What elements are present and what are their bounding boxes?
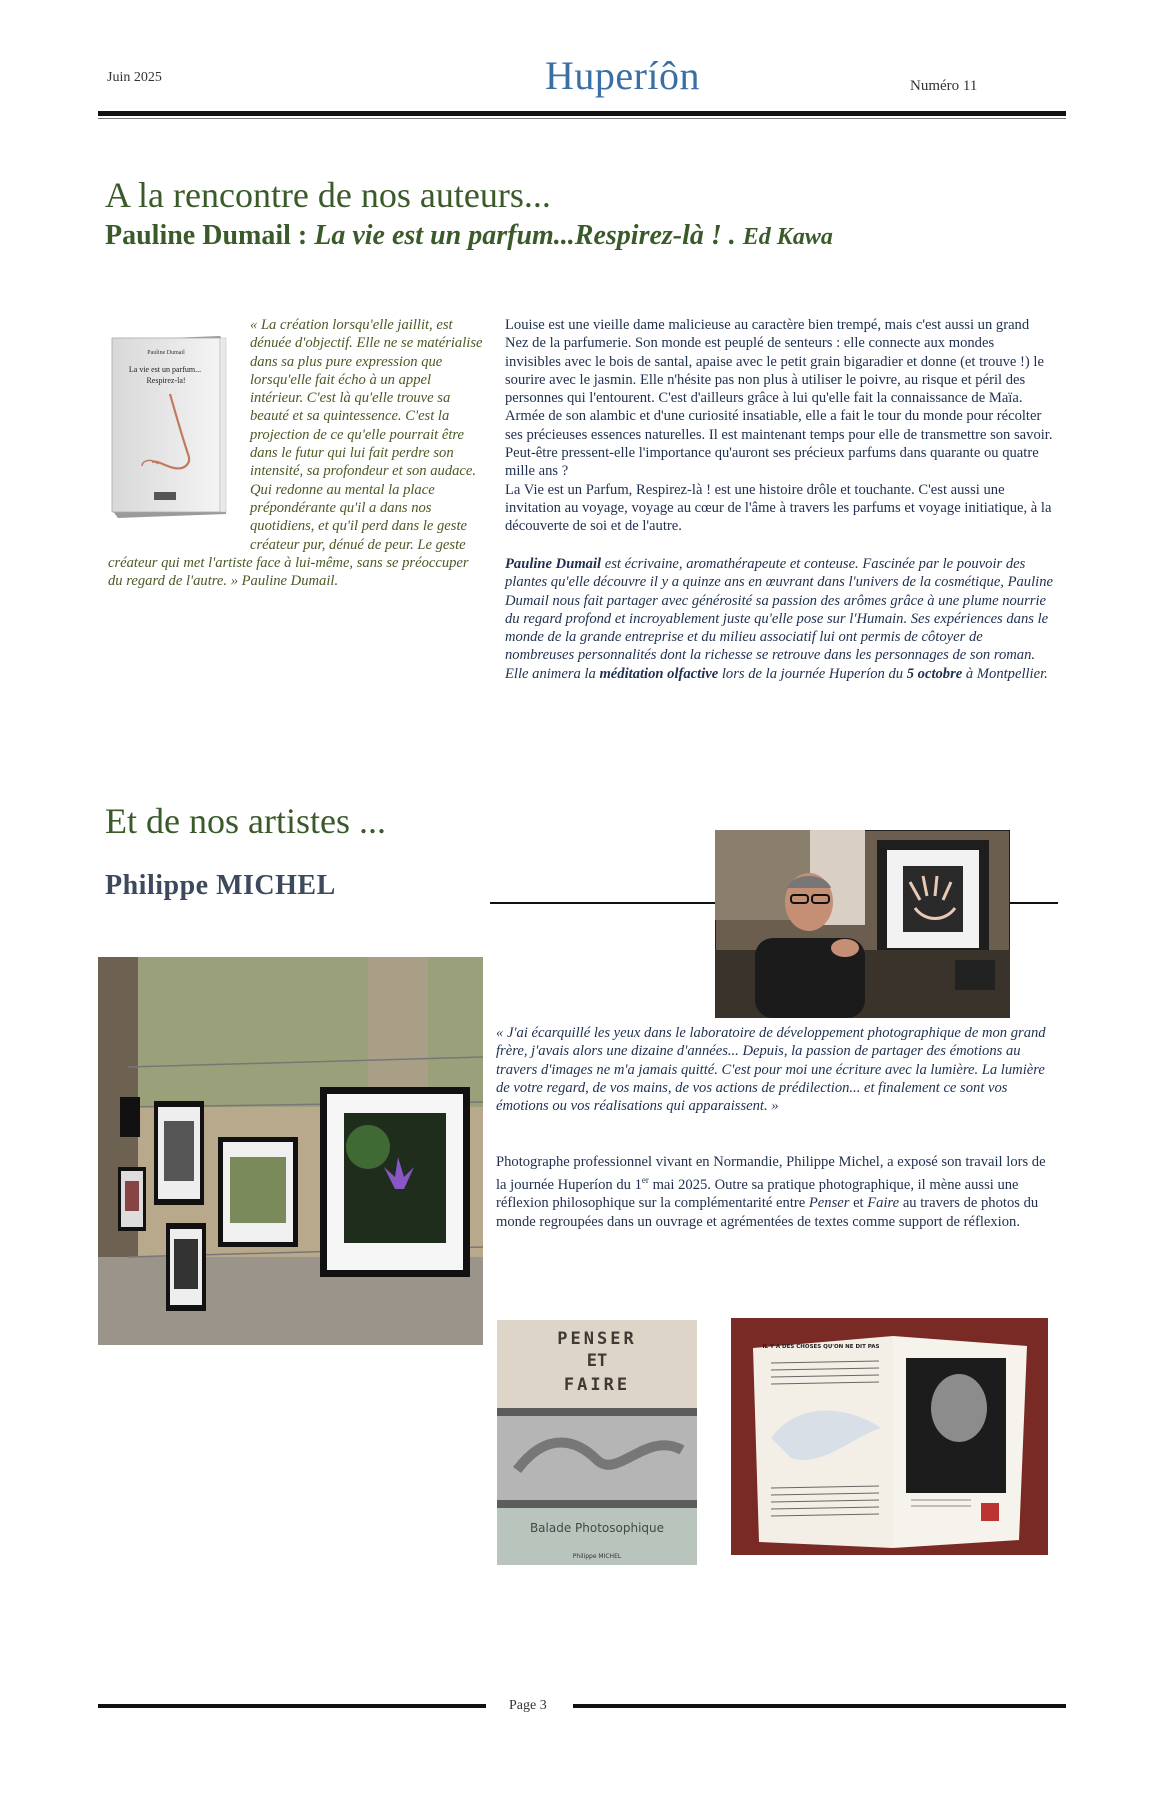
author-book-heading: [105, 220, 833, 252]
artist-portrait-photo: [715, 830, 1010, 1018]
openbook-heading: IL Y A DES CHOSES QU'ON NE DIT PAS: [762, 1344, 880, 1350]
artist-description-et: et: [853, 1195, 864, 1212]
artist-description-a: Photographe professionnel vivant en Normandie, Philippe Michel, a exposé son travail lors de la journée Huperíon du 1: [496, 1154, 1046, 1194]
artist-description-c: au travers de photos du monde regroupées dans un ouvrage et agrémentées de textes comme support de réflexion.: [496, 1195, 1039, 1230]
footer-rule-right: [573, 1704, 1066, 1708]
artist-description-sup: er: [641, 1175, 649, 1186]
artist-description-penser: Penser: [808, 1195, 850, 1212]
author-bio-text: est écrivaine, aromathérapeute et conteuse. Fascinée par le pouvoir des plantes qu'elle découvre il y a quinze ans en œuvrant dans l'univers de la cosmétique, Pauline Dumail nous fait partager avec générosité sa passion des arômes grâce à une plume nourrie du regard profond et incroyablement juste qu'elle pose sur l'Humain. Ses expériences dans le monde de la grande entreprise et du milieu associatif lui ont permis de côtoyer de nombreuses personnalités dont la richesse se retrouve dans les personnages de son roman. Elle animera la: [505, 556, 1053, 682]
publisher-credit: Ed Kawa: [742, 224, 833, 250]
author-quote: [108, 316, 483, 590]
author-bio-end: à Montpellier.: [965, 665, 1048, 682]
header-rule-thin: [98, 118, 1066, 119]
author-bio-event: méditation olfactive: [599, 665, 719, 682]
book-title: La vie est un parfum...Respirez-là ! .: [314, 220, 736, 251]
cover-title-2: ET: [586, 1351, 608, 1371]
artist-description: [496, 1153, 1056, 1231]
section-title-artists: Et de nos artistes ...: [105, 801, 386, 841]
artist-name: Philippe MICHEL: [105, 870, 336, 901]
cover-title-1: PENSER: [557, 1329, 637, 1349]
author-bio: [505, 555, 1053, 683]
book-summary-p2: La Vie est un Parfum, Respirez-là ! est une histoire drôle et touchante. C'est aussi une invitation au voyage, voyage au cœur de l'âme à travers les parfums et voyage initiatique, à la découverte de soi et de l'autre.: [505, 481, 1052, 535]
book-summary-p1: Louise est une vieille dame malicieuse au caractère bien trempé, mais c'est aussi un grand Nez de la parfumerie. Son monde est peuplé de senteurs : elle connecte aux mondes invisibles avec le bois de santal, apaise avec le petit grain bigaradier et donne (et trouve !) le sourire avec le jasmin. Elle n'hésite pas non plus à utiliser le poivre, au risque et péril des personnes qui l'entourent. C'est d'ailleurs grâce à lui qu'elle fait la connaissance de Maïa. Armée de son alambic et d'une curiosité insatiable, elle a fait le tour du monde pour récolter ses précieuses essences naturelles. Il est maintenant temps pour elle de transmettre son savoir. Peut-être pressent-elle l'importance qu'auront ses précieux parfums dans quarante ou quatre mille ans ?: [505, 317, 1053, 480]
page-number: Page 3: [509, 1698, 547, 1713]
artist-description-faire: Faire: [867, 1195, 900, 1212]
author-bio-name: Pauline Dumail: [505, 556, 602, 572]
issue-date: Juin 2025: [107, 70, 162, 85]
open-book-photo: [731, 1318, 1048, 1555]
section-title-authors: A la rencontre de nos auteurs...: [105, 175, 551, 215]
book-cover-title: La vie est un parfum... Respirez-la!: [128, 365, 202, 385]
footer-rule-left: [98, 1704, 486, 1708]
issue-number: Numéro 11: [910, 78, 978, 94]
cover-title-3: FAIRE: [563, 1375, 631, 1395]
author-name: Pauline Dumail :: [105, 220, 308, 251]
author-quote-text: « La création lorsqu'elle jaillit, est dénuée d'objectif. Elle ne se matérialise dans sa plus pure expression que lorsqu'elle fait écho à un appel intérieur. C'est là qu'elle trouve sa beauté et sa quintessence. C'est la projection de ce qu'elle pourrait être dans le futur qui lui fait perdre son intensité, sa profondeur et son audace. Qui redonne au mental la place prépondérante qu'il a dans nos quotidiens, et qu'il perd dans le geste créateur pur, dénué de peur. Le geste créateur qui met l'artiste face à lui-même, sans se préoccuper du regard de l'autre. » Pauline Dumail.: [108, 317, 483, 590]
cover-subtitle: Balade Photosophique: [529, 1521, 665, 1535]
penser-et-faire-cover: [497, 1320, 697, 1565]
book-summary: [505, 316, 1053, 536]
artist-quote: « J'ai écarquillé les yeux dans le laboratoire de développement photographique de mon grand frère, j'avais alors une dizaine d'années... Depuis, la passion de partager des émotions au travers d'images ne m'a jamais quitté. C'est pour moi une écriture avec la lumière. La lumière de votre regard, de vos mains, de vos actions de prédilection... et finalement ce sont vos émotions ou vos réalisations qui apparaissent. »: [496, 1025, 1046, 1115]
exhibition-photo: [98, 957, 483, 1345]
artist-rule-right: [1010, 902, 1058, 904]
author-bio-mid: lors de la journée Huperíon du: [721, 665, 904, 682]
masthead-title: Huperíôn: [544, 53, 701, 98]
header-rule: [98, 111, 1066, 116]
book-cover-author: Pauline Dumail: [147, 350, 185, 356]
author-bio-date: 5 octobre: [906, 665, 963, 682]
artist-description-b: mai 2025. Outre sa pratique photographique, il mène aussi une réflexion philosophique sur la complémentarité entre: [496, 1177, 1019, 1212]
artist-rule-left: [490, 902, 715, 904]
cover-author: Philippe MICHEL: [572, 1553, 622, 1560]
